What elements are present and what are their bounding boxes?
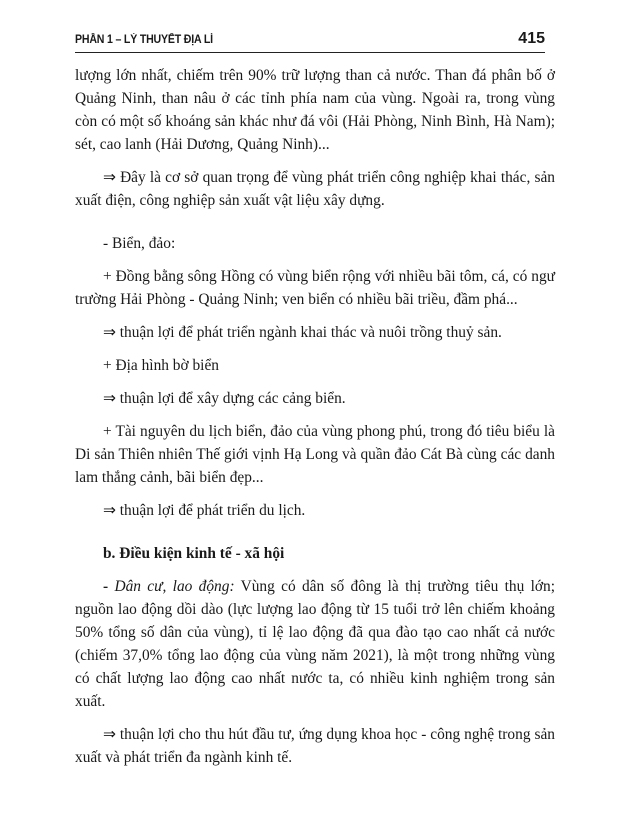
paragraph-population-text: Vùng có dân số đông là thị trường tiêu thụ lớn; nguồn lao động dồi dào (lực lượng lao động từ 15 tuổi trở lên chiếm khoảng 50% tổng số dân của vùng), tỉ lệ lao động đã qua đào tạo cao nhất cả nước (chiếm 37,0% tổng lao động của vùng năm 2021), là một trong những vùng có chất lượng lao động cao nhất nước ta, có nhiều kinh nghiệm trong sản xuất. [75, 578, 555, 710]
paragraph-tourism-conclusion: ⇒ thuận lợi để phát triển du lịch. [103, 502, 306, 519]
page-number: 415 [518, 30, 545, 47]
paragraph-population-labor [75, 575, 555, 713]
paragraph-sea-islands-label: - Biển, đảo: [103, 235, 176, 252]
paragraph-tourism-resources: + Tài nguyên du lịch biển, đảo của vùng phong phú, trong đó tiêu biểu là Di sản Thiên nhiên Thế giới vịnh Hạ Long và quần đảo Cát Bà cùng các danh lam thắng cảnh, bãi biển đẹp... [75, 423, 555, 486]
section-heading: b. Điều kiện kinh tế - xã hội [103, 545, 285, 562]
paragraph-coastline: + Địa hình bờ biển [103, 357, 219, 374]
running-title: PHẦN 1 – LÝ THUYẾT ĐỊA LÍ [75, 34, 213, 46]
page-body [75, 64, 555, 769]
paragraph-industry-conclusion: ⇒ Đây là cơ sở quan trọng để vùng phát triển công nghiệp khai thác, sản xuất điện, công nghiệp sản xuất vật liệu xây dựng. [75, 169, 555, 209]
paragraph-lead-dash: - [103, 578, 115, 595]
paragraph-italic-label: Dân cư, lao động: [114, 578, 235, 595]
paragraph-investment-conclusion: ⇒ thuận lợi cho thu hút đầu tư, ứng dụng khoa học - công nghệ trong sản xuất và phát triển đa ngành kinh tế. [75, 726, 555, 766]
paragraph-ports-conclusion: ⇒ thuận lợi để xây dựng các cảng biển. [103, 390, 346, 407]
paragraph-sea-resources: + Đồng bằng sông Hồng có vùng biển rộng với nhiều bãi tôm, cá, có ngư trường Hải Phòng - Quảng Ninh; ven biển có nhiều bãi triều, đầm phá... [75, 268, 555, 308]
paragraph-minerals: lượng lớn nhất, chiếm trên 90% trữ lượng than cả nước. Than đá phân bố ở Quảng Ninh, than nâu ở các tỉnh phía nam của vùng. Ngoài ra, trong vùng còn có một số khoáng sản khác như đá vôi (Hải Phòng, Ninh Bình, Hà Nam); sét, cao lanh (Hải Dương, Quảng Ninh)... [75, 67, 555, 153]
paragraph-fishery-conclusion: ⇒ thuận lợi để phát triển ngành khai thác và nuôi trồng thuỷ sản. [103, 324, 502, 341]
page-header [75, 30, 545, 53]
